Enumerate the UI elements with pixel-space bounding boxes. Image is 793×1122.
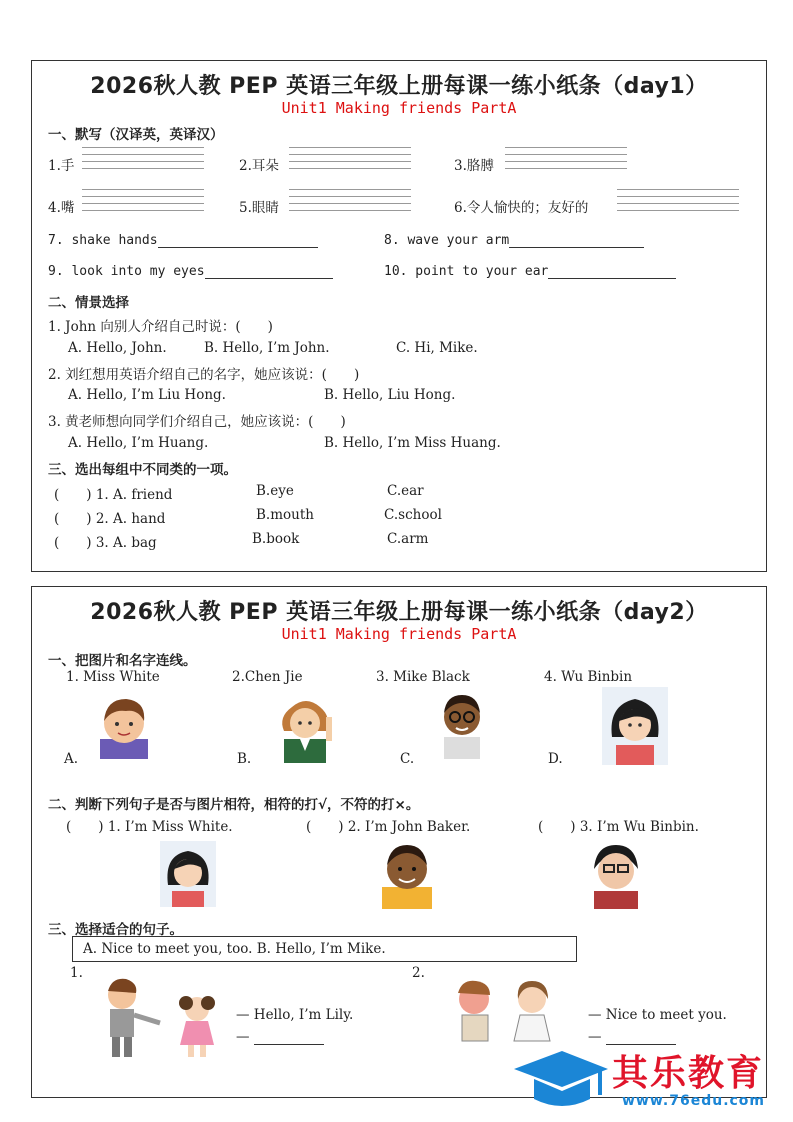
day2-letter-a[interactable]: A. bbox=[64, 751, 79, 767]
dialog-2-line-1: — Nice to meet you. bbox=[588, 1007, 727, 1023]
day1-s2-q1: 1. John 向别人介绍自己时说：( ) bbox=[48, 319, 273, 335]
day1-s3-r1c[interactable]: C.ear bbox=[387, 483, 424, 499]
day1-q7-text: 7. shake hands bbox=[48, 233, 158, 248]
day1-s2-q1a[interactable]: A. Hello, John. bbox=[68, 340, 167, 356]
day1-s2-q3: 3. 黄老师想向同学们介绍自己，她应该说：( ) bbox=[48, 414, 346, 430]
day1-s3-r2c[interactable]: C.school bbox=[384, 507, 442, 523]
day1-sec3-heading: 三、选出每组中不同类的一项。 bbox=[48, 462, 237, 478]
day1-q6-lines[interactable] bbox=[617, 189, 739, 217]
day1-sec2-heading: 二、情景选择 bbox=[48, 295, 129, 311]
day2-letter-d[interactable]: D. bbox=[548, 751, 563, 767]
day1-q10-text: 10. point to your ear bbox=[384, 264, 549, 279]
day2-judge-2[interactable]: ( ) 2. I’m John Baker. bbox=[306, 819, 471, 835]
day1-q10 bbox=[384, 264, 676, 279]
girl-picture bbox=[160, 841, 216, 907]
day1-q1: 1.手 bbox=[48, 158, 75, 174]
day2-letter-b[interactable]: B. bbox=[237, 751, 252, 767]
day1-q4-lines[interactable] bbox=[82, 189, 204, 217]
day1-s2-q2: 2. 刘红想用英语介绍自己的名字，她应该说：( ) bbox=[48, 367, 360, 383]
boy-and-girl-greeting-picture bbox=[82, 973, 232, 1059]
day1-q2-lines[interactable] bbox=[289, 147, 411, 175]
day2-name-1[interactable]: 1. Miss White bbox=[66, 669, 160, 685]
day2-letter-c[interactable]: C. bbox=[400, 751, 415, 767]
graduation-cap-icon bbox=[512, 1047, 608, 1113]
day2-judge-3[interactable]: ( ) 3. I’m Wu Binbin. bbox=[538, 819, 699, 835]
day1-s2-q3a[interactable]: A. Hello, I’m Huang. bbox=[68, 435, 209, 451]
day2-subtitle: Unit1 Making friends PartA bbox=[281, 625, 517, 643]
dialog-2-dash: — bbox=[588, 1029, 602, 1045]
day1-s3-r1[interactable]: ( ) 1. A. friend bbox=[54, 487, 173, 503]
day1-q9-text: 9. look into my eyes bbox=[48, 264, 205, 279]
teacher-woman-picture[interactable] bbox=[270, 687, 340, 763]
day1-s3-r3c[interactable]: C.arm bbox=[387, 531, 429, 547]
qile-edu-watermark bbox=[512, 1043, 787, 1115]
dialog-1-blank[interactable] bbox=[254, 1032, 324, 1045]
day2-name-3[interactable]: 3. Mike Black bbox=[376, 669, 470, 685]
watermark-brand: 其乐教育 bbox=[612, 1053, 765, 1094]
boy-brown-hair-picture[interactable] bbox=[92, 691, 156, 759]
day1-q10-blank[interactable] bbox=[548, 266, 676, 279]
day1-q8-blank[interactable] bbox=[509, 235, 644, 248]
dialog-1-dash: — bbox=[236, 1029, 250, 1045]
day1-q4: 4.嘴 bbox=[48, 200, 75, 216]
day1-s2-q2b[interactable]: B. Hello, Liu Hong. bbox=[324, 387, 456, 403]
day1-q8 bbox=[384, 233, 644, 248]
day1-q5: 5.眼睛 bbox=[239, 200, 279, 216]
day1-q9 bbox=[48, 264, 333, 279]
day1-q7 bbox=[48, 233, 318, 248]
day1-sec1-heading: 一、默写（汉译英，英译汉） bbox=[48, 127, 224, 143]
day1-s2-q1c[interactable]: C. Hi, Mike. bbox=[396, 340, 478, 356]
options-text: A. Nice to meet you, too. B. Hello, I’m Mike. bbox=[83, 941, 386, 957]
day2-sheet bbox=[31, 586, 767, 1098]
dialog-1-number: 1. bbox=[70, 965, 83, 981]
day1-title: 2026秋人教 PEP 英语三年级上册每课一练小纸条（day1） bbox=[90, 74, 708, 99]
day2-name-2[interactable]: 2.Chen Jie bbox=[232, 669, 303, 685]
girl-black-hair-picture[interactable] bbox=[602, 687, 668, 765]
day1-s2-q3b[interactable]: B. Hello, I’m Miss Huang. bbox=[324, 435, 501, 451]
boy-dark-skin-picture bbox=[374, 839, 440, 909]
day1-q5-lines[interactable] bbox=[289, 189, 411, 217]
options-box bbox=[72, 936, 577, 962]
day1-q8-text: 8. wave your arm bbox=[384, 233, 510, 248]
day1-q1-lines[interactable] bbox=[82, 147, 204, 175]
dialog-1-line-1: — Hello, I’m Lily. bbox=[236, 1007, 354, 1023]
day1-q6: 6.令人愉快的；友好的 bbox=[454, 200, 589, 216]
day1-s3-r2b[interactable]: B.mouth bbox=[256, 507, 314, 523]
dialog-2-number: 2. bbox=[412, 965, 425, 981]
day1-subtitle: Unit1 Making friends PartA bbox=[281, 99, 517, 117]
day2-name-4[interactable]: 4. Wu Binbin bbox=[544, 669, 633, 685]
day2-sec3-heading: 三、选择适合的句子。 bbox=[48, 922, 183, 938]
watermark-url: www.76edu.com bbox=[622, 1093, 766, 1109]
boy-glasses-picture[interactable] bbox=[432, 687, 492, 759]
day2-judge-1[interactable]: ( ) 1. I’m Miss White. bbox=[66, 819, 233, 835]
day1-s3-r3[interactable]: ( ) 3. A. bag bbox=[54, 535, 157, 551]
day1-q2: 2.耳朵 bbox=[239, 158, 279, 174]
woman-glasses-picture bbox=[584, 839, 648, 909]
day2-sec1-heading: 一、把图片和名字连线。 bbox=[48, 653, 197, 669]
day1-s3-r2[interactable]: ( ) 2. A. hand bbox=[54, 511, 166, 527]
day1-s2-q2a[interactable]: A. Hello, I’m Liu Hong. bbox=[68, 387, 226, 403]
day1-q3: 3.胳膊 bbox=[454, 158, 494, 174]
day1-s3-r3b[interactable]: B.book bbox=[252, 531, 300, 547]
day1-q9-blank[interactable] bbox=[205, 266, 333, 279]
dialog-1-line-2 bbox=[236, 1029, 324, 1045]
day1-q7-blank[interactable] bbox=[158, 235, 318, 248]
day1-sheet bbox=[31, 60, 767, 572]
day2-title: 2026秋人教 PEP 英语三年级上册每课一练小纸条（day2） bbox=[90, 600, 708, 625]
day2-sec2-heading: 二、判断下列句子是否与图片相符，相符的打√，不符的打×。 bbox=[48, 797, 420, 813]
day1-q3-lines[interactable] bbox=[505, 147, 627, 175]
day1-s3-r1b[interactable]: B.eye bbox=[256, 483, 294, 499]
day1-s2-q1b[interactable]: B. Hello, I’m John. bbox=[204, 340, 330, 356]
